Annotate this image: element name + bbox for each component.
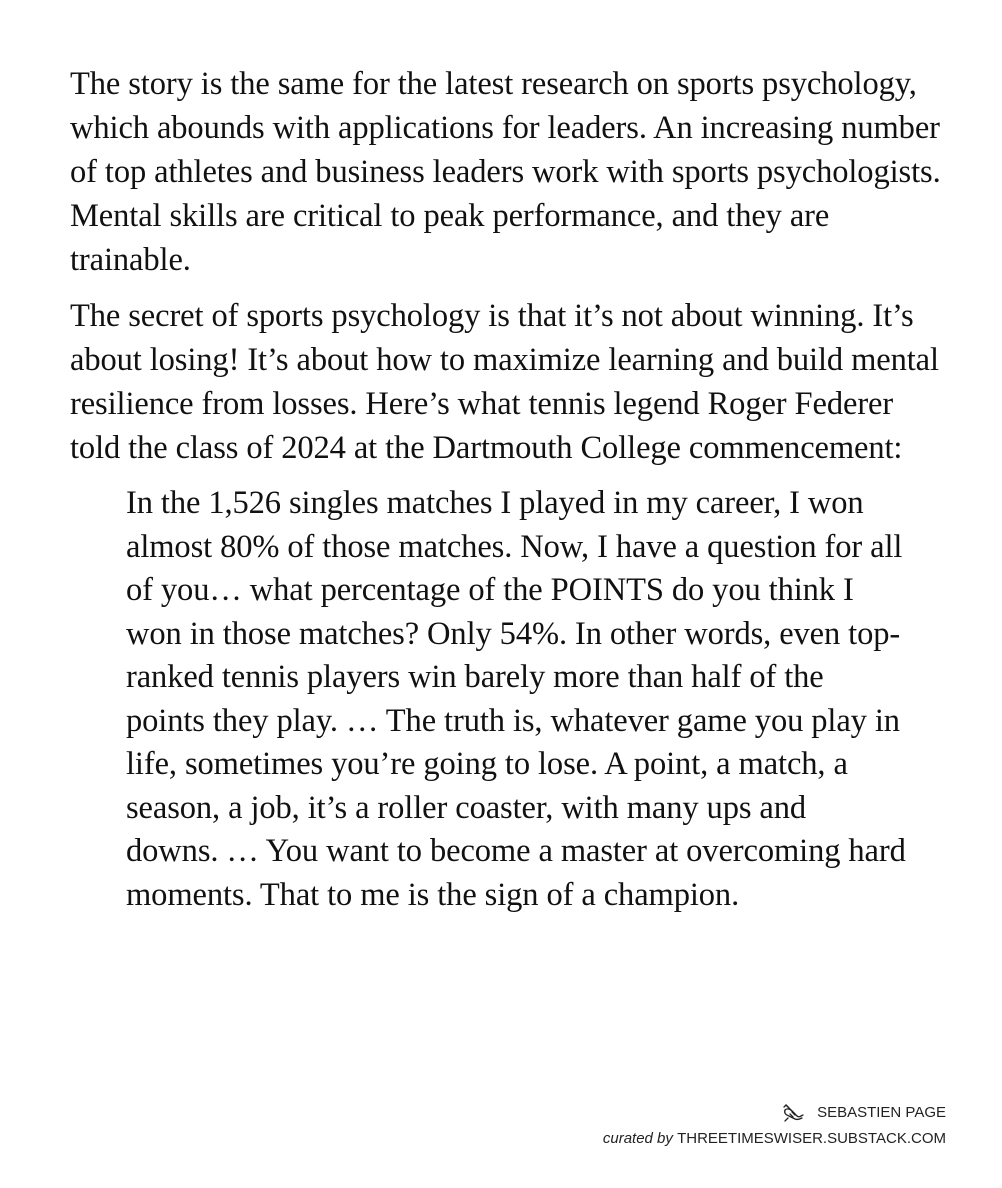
- author-line: [603, 1100, 946, 1126]
- writing-hand-icon: [781, 1102, 807, 1124]
- federer-quote: In the 1,526 singles matches I played in my career, I won almost 80% of those matches. Now, I have a question for all of you… what percentage of the POINTS do you think I won in those matches? Only 54%. In other words, even top-ranked tennis players win barely more than half of the points they play. … The truth is, whatever game you play in life, sometimes you’re going to lose. A point, a match, a season, a job, it’s a roller coaster, with many ups and downs. … You want to become a master at overcoming hard moments. That to me is the sign of a champion.: [126, 485, 906, 913]
- credits: [603, 1100, 946, 1152]
- curated-line: [603, 1126, 946, 1152]
- article-body: [70, 62, 950, 917]
- curated-by-label: curated by: [602, 1130, 673, 1147]
- paragraph-2: The secret of sports psychology is that it’s not about winning. It’s about losing! It’s about how to maximize learning and build mental resilience from losses. Here’s what tennis legend Roger Federer told the class of 2024 at the Dartmouth College commencement:: [70, 298, 939, 466]
- source-url: THREETIMESWISER.SUBSTACK.COM: [677, 1130, 946, 1147]
- author-name: SEBASTIEN PAGE: [817, 1104, 946, 1121]
- paragraph-1: The story is the same for the latest research on sports psychology, which abounds with applications for leaders. An increasing number of top athletes and business leaders work with sports psychologists. Mental skills are critical to peak performance, and they are trainable.: [70, 66, 941, 278]
